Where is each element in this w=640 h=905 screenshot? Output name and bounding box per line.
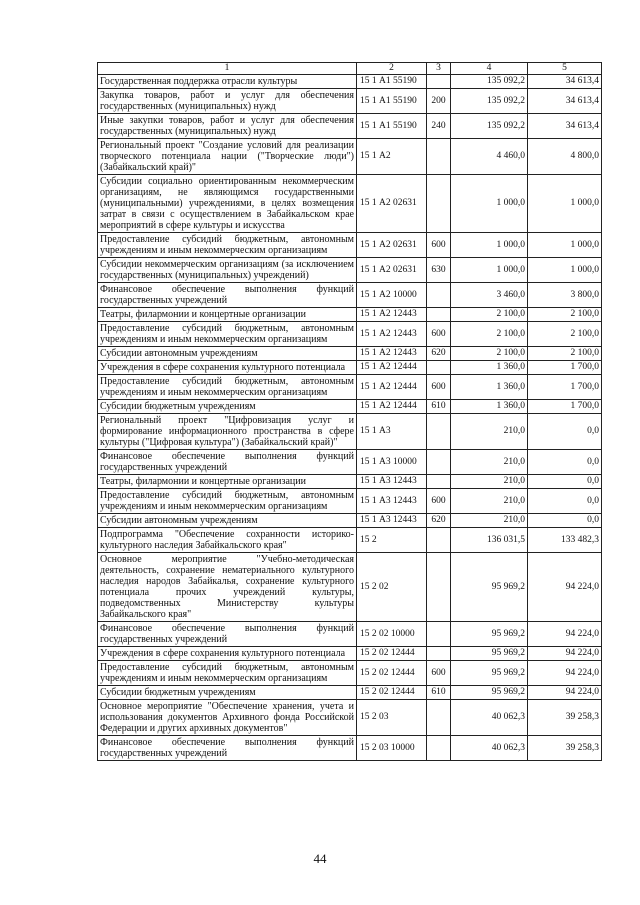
table-row	[98, 308, 602, 322]
row-amount-col4: 1 000,0	[451, 233, 528, 258]
row-name: Иные закупки товаров, работ и услуг для обеспечения государственных (муниципальных) нужд	[98, 114, 357, 139]
row-code: 15 1 А2	[357, 139, 427, 175]
row-amount-col4: 95 969,2	[451, 553, 528, 622]
table-row	[98, 75, 602, 89]
row-expense-type	[427, 450, 451, 475]
table-row	[98, 647, 602, 661]
row-code: 15 2 02	[357, 553, 427, 622]
row-amount-col4: 2 100,0	[451, 308, 528, 322]
row-amount-col4: 95 969,2	[451, 622, 528, 647]
row-name: Основное мероприятие "Учебно-методическая деятельность, сохранение нематериального культурного наследия народов Забайкалья, сохранение культурного потенциала прочих учреждений культуры, подведомственных Министерству культуры Забайкальского края"	[98, 553, 357, 622]
row-expense-type: 600	[427, 661, 451, 686]
row-code: 15 2 02 12444	[357, 647, 427, 661]
row-expense-type	[427, 528, 451, 553]
table-row	[98, 686, 602, 700]
table-row	[98, 400, 602, 414]
row-code: 15 1 А3	[357, 414, 427, 450]
table-row	[98, 450, 602, 475]
row-name: Региональный проект "Создание условий для реализации творческого потенциала нации ("Творческие люди") (Забайкальский край)"	[98, 139, 357, 175]
table-row	[98, 114, 602, 139]
row-amount-col4: 2 100,0	[451, 347, 528, 361]
row-code: 15 1 А2 12444	[357, 375, 427, 400]
row-amount-col4: 135 092,2	[451, 75, 528, 89]
row-amount-col4: 3 460,0	[451, 283, 528, 308]
row-name: Финансовое обеспечение выполнения функций государственных учреждений	[98, 450, 357, 475]
table-row	[98, 700, 602, 736]
row-amount-col5: 4 800,0	[528, 139, 602, 175]
row-expense-type: 600	[427, 322, 451, 347]
row-expense-type	[427, 361, 451, 375]
row-code: 15 1 А2 12444	[357, 361, 427, 375]
row-code: 15 1 А2 12444	[357, 400, 427, 414]
row-amount-col4: 1 000,0	[451, 175, 528, 233]
row-amount-col4: 1 000,0	[451, 258, 528, 283]
row-expense-type: 630	[427, 258, 451, 283]
row-name: Предоставление субсидий бюджетным, автономным учреждениям и иным некоммерческим организациям	[98, 233, 357, 258]
row-code: 15 1 А2 02631	[357, 233, 427, 258]
row-code: 15 1 А3 12443	[357, 489, 427, 514]
row-expense-type: 620	[427, 347, 451, 361]
row-expense-type	[427, 139, 451, 175]
row-code: 15 2 02 10000	[357, 622, 427, 647]
row-expense-type	[427, 175, 451, 233]
row-expense-type	[427, 736, 451, 761]
table-row	[98, 622, 602, 647]
row-name: Субсидии социально ориентированным некоммерческим организациям, не являющимся государственными (муниципальными) учреждениями, в целях возмещения затрат в связи с осуществлением в Забайкальском крае мероприятий в сфере культуры и искусства	[98, 175, 357, 233]
row-name: Субсидии бюджетным учреждениям	[98, 686, 357, 700]
row-name: Региональный проект "Цифровизация услуг и формирование информационного пространства в сфере культуры ("Цифровая культура") (Забайкальский край)"	[98, 414, 357, 450]
row-amount-col5: 39 258,3	[528, 700, 602, 736]
row-expense-type	[427, 475, 451, 489]
table-row	[98, 553, 602, 622]
row-amount-col5: 3 800,0	[528, 283, 602, 308]
table-row	[98, 489, 602, 514]
row-code: 15 2	[357, 528, 427, 553]
table-row	[98, 233, 602, 258]
row-name: Основное мероприятие "Обеспечение хранения, учета и использования документов Архивного фонда Российской Федерации и других архивных документов"	[98, 700, 357, 736]
row-amount-col4: 4 460,0	[451, 139, 528, 175]
table-row	[98, 514, 602, 528]
table-row	[98, 322, 602, 347]
row-amount-col5: 0,0	[528, 450, 602, 475]
row-name: Предоставление субсидий бюджетным, автономным учреждениям и иным некоммерческим организациям	[98, 661, 357, 686]
row-code: 15 1 А1 55190	[357, 89, 427, 114]
row-amount-col5: 2 100,0	[528, 322, 602, 347]
row-code: 15 2 03	[357, 700, 427, 736]
table-row	[98, 258, 602, 283]
row-amount-col4: 210,0	[451, 450, 528, 475]
row-amount-col5: 94 224,0	[528, 622, 602, 647]
row-code: 15 1 А2 02631	[357, 258, 427, 283]
row-expense-type: 600	[427, 375, 451, 400]
row-name: Финансовое обеспечение выполнения функций государственных учреждений	[98, 736, 357, 761]
row-amount-col5: 0,0	[528, 489, 602, 514]
row-name: Государственная поддержка отрасли культуры	[98, 75, 357, 89]
row-name: Субсидии некоммерческим организациям (за исключением государственных (муниципальных) учреждений)	[98, 258, 357, 283]
table-row	[98, 375, 602, 400]
row-amount-col5: 1 700,0	[528, 361, 602, 375]
row-amount-col5: 1 000,0	[528, 233, 602, 258]
row-amount-col5: 94 224,0	[528, 553, 602, 622]
row-amount-col5: 1 700,0	[528, 375, 602, 400]
row-code: 15 1 А1 55190	[357, 75, 427, 89]
row-expense-type: 600	[427, 233, 451, 258]
row-amount-col4: 210,0	[451, 414, 528, 450]
row-amount-col4: 135 092,2	[451, 89, 528, 114]
header-col-1: 1	[98, 63, 357, 75]
row-amount-col5: 1 000,0	[528, 175, 602, 233]
row-amount-col4: 1 360,0	[451, 361, 528, 375]
row-name: Субсидии автономным учреждениям	[98, 347, 357, 361]
row-expense-type: 610	[427, 400, 451, 414]
row-amount-col4: 210,0	[451, 475, 528, 489]
table-row	[98, 414, 602, 450]
row-amount-col5: 1 700,0	[528, 400, 602, 414]
table-row	[98, 283, 602, 308]
row-amount-col5: 94 224,0	[528, 647, 602, 661]
budget-table	[97, 62, 602, 761]
row-amount-col4: 95 969,2	[451, 647, 528, 661]
row-name: Предоставление субсидий бюджетным, автономным учреждениям и иным некоммерческим организациям	[98, 322, 357, 347]
row-amount-col5: 39 258,3	[528, 736, 602, 761]
row-code: 15 1 А3 12443	[357, 514, 427, 528]
row-amount-col4: 2 100,0	[451, 322, 528, 347]
row-amount-col5: 2 100,0	[528, 347, 602, 361]
row-code: 15 2 02 12444	[357, 661, 427, 686]
table-row	[98, 361, 602, 375]
row-code: 15 1 А2 12443	[357, 347, 427, 361]
row-amount-col4: 136 031,5	[451, 528, 528, 553]
row-name: Учреждения в сфере сохранения культурного потенциала	[98, 647, 357, 661]
header-col-2: 2	[357, 63, 427, 75]
row-expense-type	[427, 647, 451, 661]
page-number: 44	[313, 851, 327, 866]
table-row	[98, 528, 602, 553]
row-name: Субсидии бюджетным учреждениям	[98, 400, 357, 414]
row-name: Театры, филармонии и концертные организации	[98, 475, 357, 489]
row-amount-col5: 0,0	[528, 475, 602, 489]
row-expense-type	[427, 414, 451, 450]
row-amount-col5: 34 613,4	[528, 114, 602, 139]
table-row	[98, 661, 602, 686]
row-expense-type	[427, 553, 451, 622]
row-amount-col4: 1 360,0	[451, 375, 528, 400]
row-amount-col4: 40 062,3	[451, 700, 528, 736]
row-name: Предоставление субсидий бюджетным, автономным учреждениям и иным некоммерческим организациям	[98, 489, 357, 514]
row-expense-type: 600	[427, 489, 451, 514]
row-expense-type: 620	[427, 514, 451, 528]
row-expense-type	[427, 308, 451, 322]
table-header-row	[98, 63, 602, 75]
row-code: 15 1 А2 12443	[357, 308, 427, 322]
table-row	[98, 175, 602, 233]
row-name: Подпрограмма "Обеспечение сохранности историко-культурного наследия Забайкальского края"	[98, 528, 357, 553]
row-name: Финансовое обеспечение выполнения функций государственных учреждений	[98, 283, 357, 308]
row-expense-type	[427, 283, 451, 308]
row-amount-col5: 34 613,4	[528, 89, 602, 114]
header-col-3: 3	[427, 63, 451, 75]
row-code: 15 1 А2 02631	[357, 175, 427, 233]
row-code: 15 1 А2 12443	[357, 322, 427, 347]
row-amount-col4: 210,0	[451, 514, 528, 528]
row-name: Театры, филармонии и концертные организации	[98, 308, 357, 322]
row-name: Учреждения в сфере сохранения культурного потенциала	[98, 361, 357, 375]
budget-table-body	[98, 63, 602, 761]
row-name: Предоставление субсидий бюджетным, автономным учреждениям и иным некоммерческим организациям	[98, 375, 357, 400]
row-amount-col5: 34 613,4	[528, 75, 602, 89]
row-amount-col5: 2 100,0	[528, 308, 602, 322]
table-row	[98, 736, 602, 761]
row-amount-col4: 95 969,2	[451, 686, 528, 700]
table-row	[98, 475, 602, 489]
row-code: 15 1 А1 55190	[357, 114, 427, 139]
row-expense-type	[427, 622, 451, 647]
row-amount-col5: 94 224,0	[528, 686, 602, 700]
row-amount-col5: 1 000,0	[528, 258, 602, 283]
row-code: 15 1 А3 10000	[357, 450, 427, 475]
row-name: Субсидии автономным учреждениям	[98, 514, 357, 528]
row-code: 15 2 03 10000	[357, 736, 427, 761]
row-amount-col5: 0,0	[528, 514, 602, 528]
row-amount-col4: 40 062,3	[451, 736, 528, 761]
row-amount-col5: 0,0	[528, 414, 602, 450]
row-expense-type	[427, 75, 451, 89]
row-amount-col5: 133 482,3	[528, 528, 602, 553]
header-col-5: 5	[528, 63, 602, 75]
row-expense-type: 200	[427, 89, 451, 114]
row-name: Закупка товаров, работ и услуг для обеспечения государственных (муниципальных) нужд	[98, 89, 357, 114]
header-col-4: 4	[451, 63, 528, 75]
row-expense-type: 610	[427, 686, 451, 700]
row-code: 15 1 А3 12443	[357, 475, 427, 489]
row-name: Финансовое обеспечение выполнения функций государственных учреждений	[98, 622, 357, 647]
table-row	[98, 139, 602, 175]
row-code: 15 1 А2 10000	[357, 283, 427, 308]
row-amount-col5: 94 224,0	[528, 661, 602, 686]
row-amount-col4: 95 969,2	[451, 661, 528, 686]
row-code: 15 2 02 12444	[357, 686, 427, 700]
row-amount-col4: 135 092,2	[451, 114, 528, 139]
row-amount-col4: 210,0	[451, 489, 528, 514]
table-row	[98, 347, 602, 361]
row-expense-type	[427, 700, 451, 736]
table-row	[98, 89, 602, 114]
row-amount-col4: 1 360,0	[451, 400, 528, 414]
row-expense-type: 240	[427, 114, 451, 139]
